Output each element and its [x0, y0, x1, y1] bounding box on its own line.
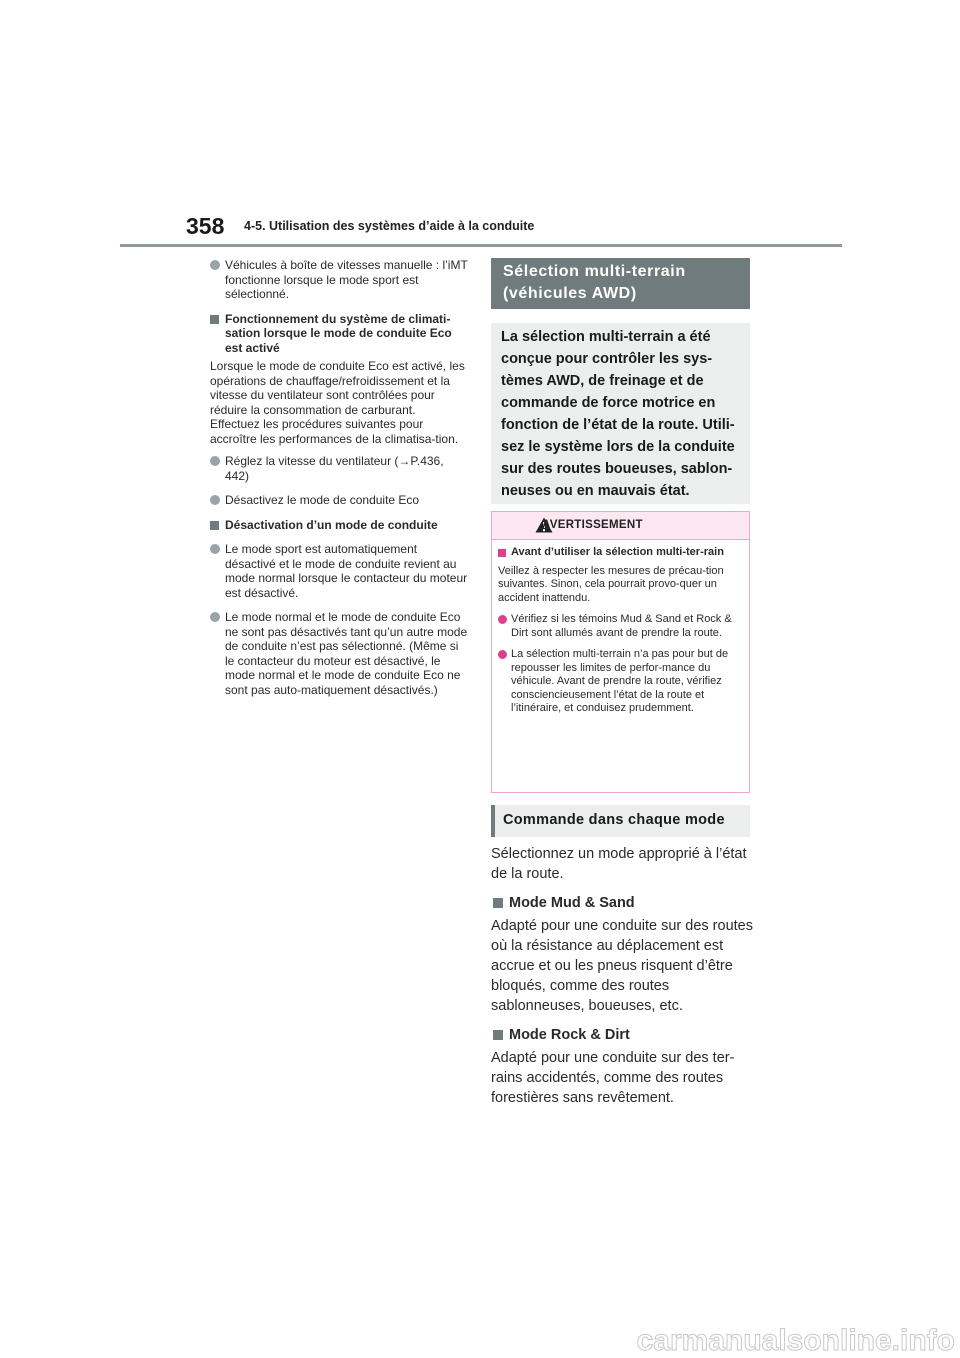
page-number: 358: [186, 213, 225, 239]
normal-item-text: Le mode normal et le mode de conduite Eco ne sont pas désactivés tant qu’un autre mode de conduite n’est pas sélectionné. (Même si le contacteur du moteur est désactivé, le mode normal et le mode de conduite Eco ne sont pas auto-matiquement désactivés.): [225, 610, 468, 697]
rock-dirt-text: Adapté pour une conduite sur des ter-rains accidentés, comme des routes forestières sans revêtement.: [491, 1050, 735, 1106]
intro-text: La sélection multi-terrain a été conçue pour contrôler les sys-tèmes AWD, de freinage et de commande de force motrice en fonction de l’état de la route. Utili-sez le système lors de la conduite sur des routes boueuses, sablon-neuses ou en mauvais état.: [501, 329, 735, 499]
fan-item-text: Réglez la vitesse du ventilateur (→P.436, 442): [225, 454, 444, 483]
climate-heading-text: Fonctionnement du système de climati-sation lorsque le mode de conduite Eco est activé: [225, 311, 452, 355]
warning-title: AVERTISSEMENT: [542, 519, 643, 531]
command-title: Commande dans chaque mode: [503, 812, 725, 828]
warning-item-1-text: Vérifiez si les témoins Mud & Sand et Rock & Dirt sont allumés avant de prendre la route.: [511, 613, 732, 639]
climate-paragraph: Lorsque le mode de conduite Eco est activé, les opérations de chauffage/refroidissement et la vitesse du ventilateur sont contrôlées pour réduire la consommation de carburant. Effectuez les procédures suivantes pour accroître les performances de la climatisa-tion.: [210, 359, 465, 446]
imt-item-text: Véhicules à boîte de vitesses manuelle : l’iMT fonctionne lorsque le mode sport est sélectionné.: [225, 258, 468, 301]
sport-item-text: Le mode sport est automatiquement désactivé et le mode de conduite revient au mode normal lorsque le contacteur du moteur est désactivé.: [225, 542, 468, 600]
mud-sand-heading-text: Mode Mud & Sand: [509, 895, 635, 911]
warning-paragraph: Veillez à respecter les mesures de précau-tion suivantes. Sinon, cela pourrait provo-quer un accident inattendu.: [498, 564, 724, 604]
command-intro: Sélectionnez un mode approprié à l’état de la route.: [491, 846, 747, 882]
watermark-text: carmanualsonline.info: [636, 1324, 955, 1357]
deactivation-heading-text: Désactivation d’un mode de conduite: [225, 517, 438, 532]
section-title: 4-5. Utilisation des systèmes d’aide à la conduite: [244, 219, 535, 233]
warning-heading-text: Avant d’utiliser la sélection multi-ter-rain: [511, 546, 724, 558]
warning-item-2-text: La sélection multi-terrain n’a pas pour but de repousser les limites de perfor-mance du véhicule. Avant de prendre la route, vérifiez consciencieusement l’état de la route et l’itinéraire, et conduisez prudemment.: [511, 648, 729, 714]
eco-item-text: Désactivez le mode de conduite Eco: [225, 493, 420, 507]
mud-sand-text: Adapté pour une conduite sur des routes où la résistance au déplacement est accrue et ou les pneus risquent d’être bloqués, comme des routes sablonneuses, boueuses, etc.: [491, 918, 753, 1014]
rock-dirt-heading-text: Mode Rock & Dirt: [509, 1027, 630, 1043]
multi-terrain-title: Sélection multi-terrain (véhicules AWD): [503, 263, 686, 302]
